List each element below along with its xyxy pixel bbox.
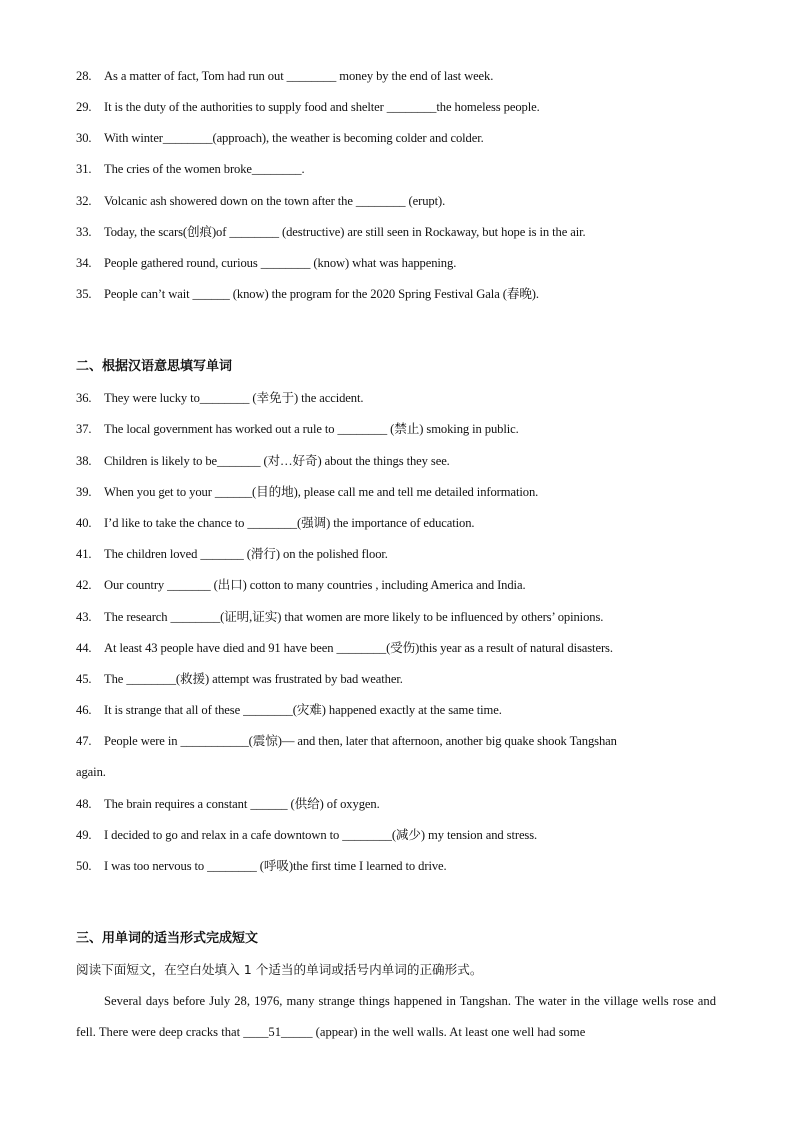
section-heading-3: 三、用单词的适当形式完成短文 <box>76 931 259 946</box>
question-42: 42. Our country _______ (出口) cotton to many countries , including America and India. <box>76 578 526 592</box>
question-46: 46. It is strange that all of these ________(灾难) happened exactly at the same time. <box>76 703 502 717</box>
question-50: 50. I was too nervous to ________ (呼吸)the first time I learned to drive. <box>76 859 447 873</box>
question-32: 32. Volcanic ash showered down on the town after the ________ (erupt). <box>76 194 446 208</box>
question-44: 44. At least 43 people have died and 91 have been ________(受伤)this year as a result of natural disasters. <box>76 641 613 655</box>
question-33: 33. Today, the scars(创痕)of ________ (destructive) are still seen in Rockaway, but hope is in the air. <box>76 225 586 239</box>
section-instruction: 阅读下面短文，在空白处填入 1 个适当的单词或括号内单词的正确形式。 <box>76 962 483 977</box>
question-35: 35. People can’t wait ______ (know) the program for the 2020 Spring Festival Gala (春晚). <box>76 287 539 301</box>
section-heading-2: 二、根据汉语意思填写单词 <box>76 359 233 374</box>
passage-paragraph: Several days before July 28, 1976, many strange things happened in Tangshan. The water in the village wells rose and fell. There were deep cracks that ____51_____ (appear) in the well walls. At least one well had some <box>76 994 716 1039</box>
question-30: 30. With winter________(approach), the weather is becoming colder and colder. <box>76 131 484 145</box>
question-45: 45. The ________(救援) attempt was frustrated by bad weather. <box>76 672 403 686</box>
question-28: 28. As a matter of fact, Tom had run out ________ money by the end of last week. <box>76 69 494 83</box>
question-40: 40. I’d like to take the chance to ________(强调) the importance of education. <box>76 516 475 530</box>
question-37: 37. The local government has worked out a rule to ________ (禁止) smoking in public. <box>76 422 519 436</box>
question-49: 49. I decided to go and relax in a cafe downtown to ________(减少) my tension and stress. <box>76 828 538 842</box>
question-36: 36. They were lucky to________ (幸免于) the accident. <box>76 391 364 405</box>
question-47: 47. People were in ___________(震惊)— and then, later that afternoon, another big quake shook Tangshan <box>76 734 617 748</box>
question-34: 34. People gathered round, curious ________ (know) what was happening. <box>76 256 457 270</box>
question-41: 41. The children loved _______ (滑行) on the polished floor. <box>76 547 388 561</box>
question-47-continued: again. <box>76 765 106 779</box>
question-29: 29. It is the duty of the authorities to supply food and shelter ________the homeless people. <box>76 100 540 114</box>
question-31: 31. The cries of the women broke________. <box>76 162 305 176</box>
question-43: 43. The research ________(证明,证实) that women are more likely to be influenced by others’ opinions. <box>76 610 604 624</box>
question-48: 48. The brain requires a constant ______ (供给) of oxygen. <box>76 797 380 811</box>
question-38: 38. Children is likely to be_______ (对…好奇) about the things they see. <box>76 454 450 468</box>
question-39: 39. When you get to your ______(目的地), please call me and tell me detailed information. <box>76 485 539 499</box>
